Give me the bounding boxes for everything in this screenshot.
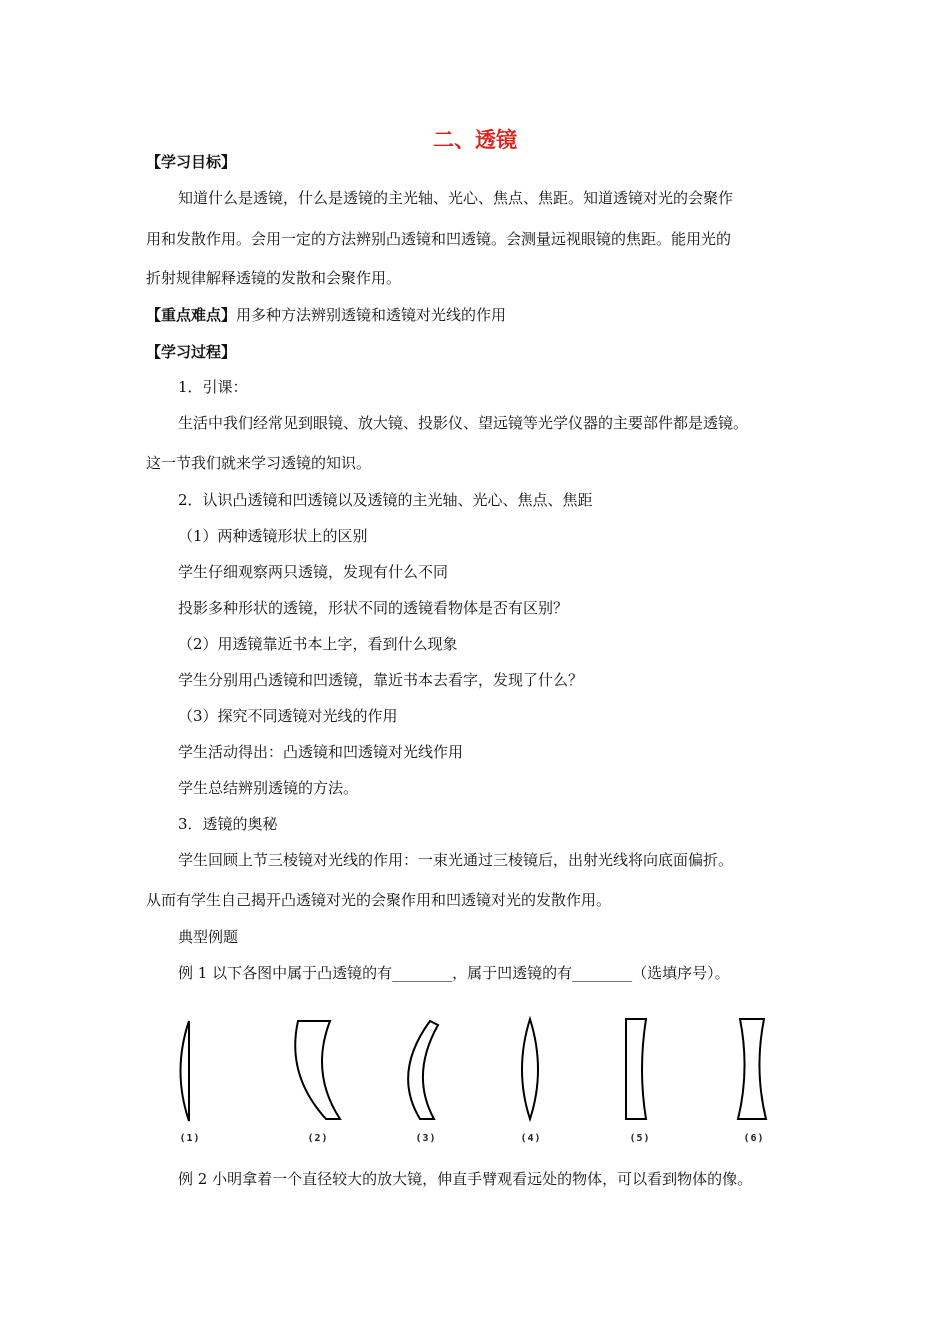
lens-2-drawing — [290, 1015, 360, 1127]
goals-line-1: 知道什么是透镜，什么是透镜的主光轴、光心、焦点、焦距。知道透镜对光的会聚作 — [178, 189, 734, 207]
section-2-item-8: 学生总结辨别透镜的方法。 — [178, 779, 359, 797]
lens-6-label: (6) — [743, 1133, 765, 1144]
lens-6-biconcave — [734, 1015, 794, 1155]
lens-4-biconvex — [510, 1015, 570, 1155]
section-2-item-6: （3）探究不同透镜对光线的作用 — [178, 707, 398, 725]
section-3-line-2: 从而有学生自己揭开凸透镜对光的会聚作用和凹透镜对光的发散作用。 — [146, 891, 612, 909]
section-2-item-1: （1）两种透镜形状上的区别 — [178, 527, 368, 545]
lens-6-drawing — [734, 1015, 794, 1127]
page-title: 二、透镜 — [433, 128, 517, 152]
key-points-text: 用多种方法辨别透镜和透镜对光线的作用 — [236, 306, 507, 324]
key-points — [146, 305, 506, 325]
lens-2-label: (2) — [307, 1133, 329, 1144]
lens-1-drawing — [170, 1015, 230, 1127]
goals-line-3: 折射规律解释透镜的发散和会聚作用。 — [146, 269, 402, 287]
process-heading: 【学习过程】 — [146, 343, 237, 361]
example-1: 例 1 以下各图中属于凸透镜的有________，属于凹透镜的有________（选填序号）。 — [178, 964, 730, 982]
example-2: 例 2 小明拿着一个直径较大的放大镜，伸直手臂观看远处的物体，可以看到物体的像。 — [178, 1170, 753, 1188]
section-1-title: 1．引课： — [178, 378, 248, 396]
lens-3-concave-meniscus — [400, 1015, 460, 1155]
lens-5-plano-concave — [616, 1015, 676, 1155]
key-points-heading: 【重点难点】 — [146, 306, 237, 324]
lens-1-plano-convex — [170, 1015, 230, 1155]
section-2-item-3: 投影多种形状的透镜，形状不同的透镜看物体是否有区别？ — [178, 599, 569, 617]
section-2-item-4: （2）用透镜靠近书本上字，看到什么现象 — [178, 635, 458, 653]
section-1-line-1: 生活中我们经常见到眼镜、放大镜、投影仪、望远镜等光学仪器的主要部件都是透镜。 — [178, 414, 749, 432]
section-2-item-2: 学生仔细观察两只透镜，发现有什么不同 — [178, 563, 449, 581]
section-3-line-1: 学生回顾上节三棱镜对光线的作用：一束光通过三棱镜后，出射光线将向底面偏折。 — [178, 851, 734, 869]
lens-5-label: (5) — [629, 1133, 651, 1144]
section-3-title: 3．透镜的奥秘 — [178, 815, 278, 833]
lens-4-label: (4) — [520, 1133, 542, 1144]
goals-heading: 【学习目标】 — [146, 153, 237, 171]
lens-5-drawing — [616, 1015, 676, 1127]
lens-1-label: (1) — [179, 1133, 201, 1144]
lens-3-label: (3) — [415, 1133, 437, 1144]
lens-4-drawing — [510, 1015, 570, 1127]
goals-line-2: 用和发散作用。会用一定的方法辨别凸透镜和凹透镜。会测量远视眼镜的焦距。能用光的 — [146, 230, 732, 248]
lens-2-convex-meniscus — [290, 1015, 350, 1155]
examples-heading: 典型例题 — [178, 928, 239, 946]
section-2-title: 2．认识凸透镜和凹透镜以及透镜的主光轴、光心、焦点、焦距 — [178, 491, 593, 509]
lens-figure — [170, 1015, 810, 1155]
section-2-item-5: 学生分别用凸透镜和凹透镜，靠近书本去看字，发现了什么？ — [178, 671, 584, 689]
section-2-item-7: 学生活动得出：凸透镜和凹透镜对光线作用 — [178, 743, 464, 761]
lens-3-drawing — [400, 1015, 470, 1127]
section-1-line-2: 这一节我们就来学习透镜的知识。 — [146, 454, 372, 472]
